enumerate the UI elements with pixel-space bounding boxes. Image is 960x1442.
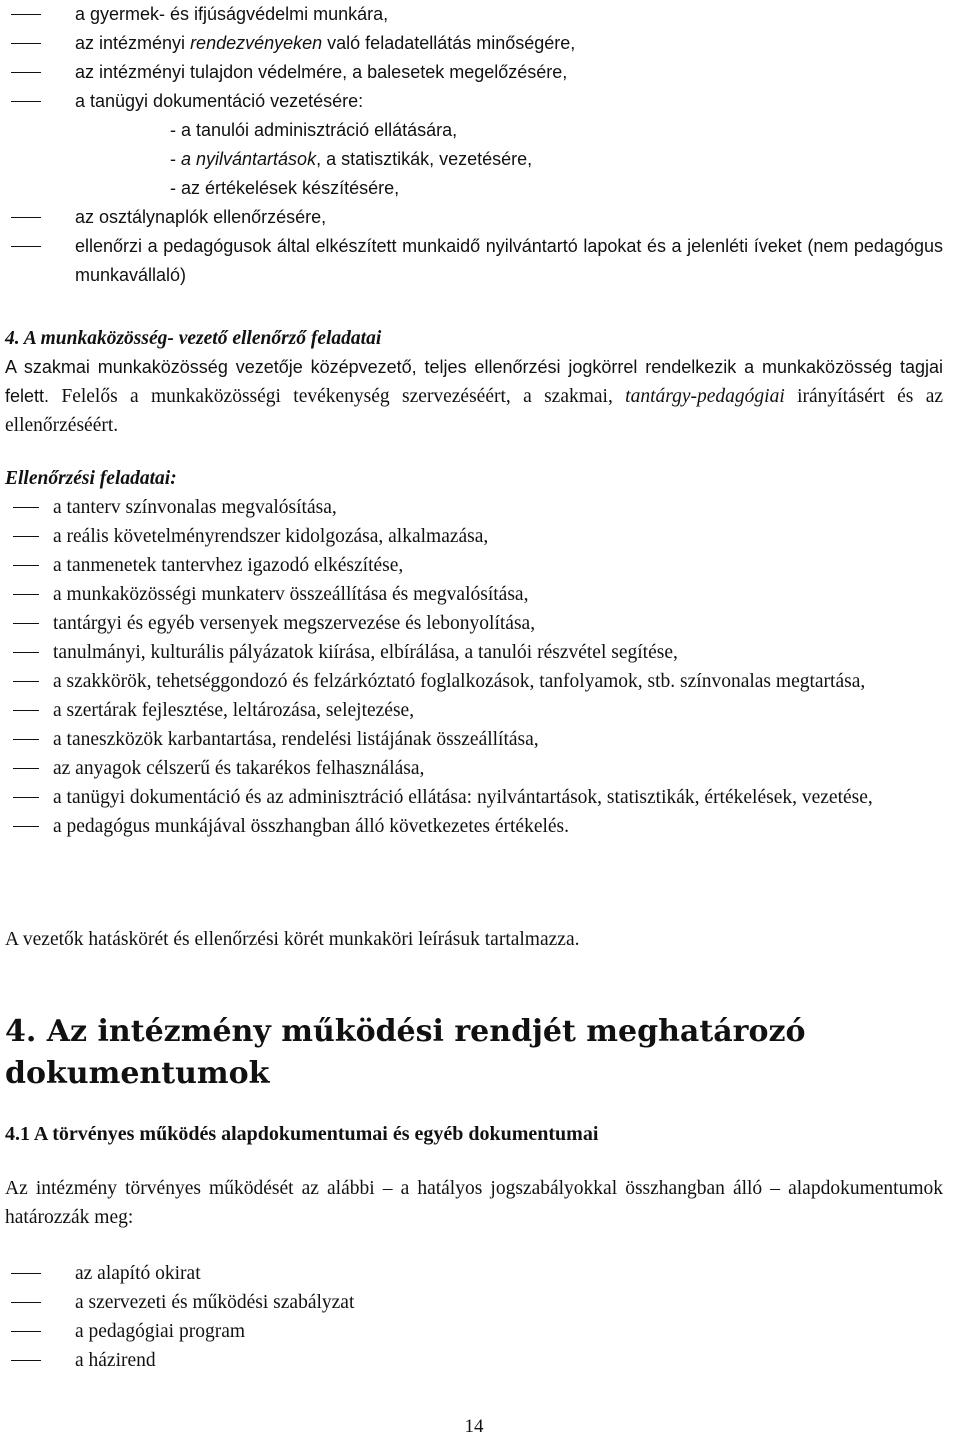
list-item [5, 87, 943, 116]
list-item: a szakkörök, tehetséggondozó és felzárkóztató foglalkozások, tanfolyamok, stb. színvonalas megtartása, [5, 667, 943, 696]
sub-list-item [5, 174, 943, 203]
list-item-text: - [170, 149, 181, 169]
list-item-emphasis: rendezvényeken [190, 33, 323, 53]
intro-paragraph: Az intézmény törvényes működését az alábbi – a hatályos jogszabályokkal összhangban álló – alapdokumentumok határozzák meg: [5, 1178, 943, 1228]
sub-list-item [5, 116, 943, 145]
documents-list [5, 1259, 943, 1375]
list-item: a szertárak fejlesztése, leltározása, selejtezése, [5, 696, 943, 725]
list-item-text: a gyermek- és ifjúságvédelmi munkára, [75, 4, 389, 24]
sub-list-item [5, 145, 943, 174]
paragraph-text: Felelős a munkaközösségi tevékenység szervezéséért, a szakmai, [49, 386, 626, 407]
list-item-text: - az értékelések készítésére, [170, 178, 400, 198]
list-item: az anyagok célszerű és takarékos felhasználása, [5, 754, 943, 783]
paragraph-text: A szakmai munkaközösség vezetője középvezető, teljes ellenőrzési jogkörrel rendelkezik a munkaközösség tagjai felett. [5, 357, 943, 406]
control-tasks-list [5, 493, 943, 841]
top-list [5, 0, 943, 290]
chapter-title: 4. Az intézmény működési rendjét meghatározó dokumentumok [5, 1014, 806, 1091]
paragraph-text: irányításért és az ellenőrzéséért. [5, 386, 943, 436]
section-heading: 4. A munkaközösség- vezető ellenőrző feladatai [5, 328, 382, 349]
list-item [5, 29, 943, 58]
top-list-block [5, 0, 943, 290]
list-item-text: - a tanulói adminisztráció ellátására, [170, 120, 458, 140]
page-number: 14 [464, 1416, 484, 1437]
list-item: a reális követelményrendszer kidolgozása, alkalmazása, [5, 522, 943, 551]
documents-block [5, 1259, 943, 1375]
list-item: az alapító okirat [5, 1259, 943, 1288]
list-item-text: a tanügyi dokumentáció vezetésére: [75, 91, 364, 111]
list-item: a pedagógus munkájával összhangban álló következetes értékelés. [5, 812, 943, 841]
list-item-emphasis: a nyilvántartások [181, 149, 317, 169]
list-item-text: az osztálynaplók ellenőrzésére, [75, 207, 327, 227]
list-item: a munkaközösségi munkaterv összeállítása és megvalósítása, [5, 580, 943, 609]
list-item: tantárgyi és egyéb versenyek megszervezése és lebonyolítása, [5, 609, 943, 638]
closing-sentence: A vezetők hatáskörét és ellenőrzési körét munkaköri leírásuk tartalmazza. [5, 929, 580, 950]
list-item: a tanmenetek tantervhez igazodó elkészítése, [5, 551, 943, 580]
list-item [5, 0, 943, 29]
section-4 [5, 324, 943, 440]
list-item-text: való feladatellátás minőségére, [322, 33, 576, 53]
list-item [5, 232, 943, 290]
list-item-text: , a statisztikák, vezetésére, [316, 149, 533, 169]
list-item: a taneszközök karbantartása, rendelési listájának összeállítása, [5, 725, 943, 754]
list-item-text: az intézményi tulajdon védelmére, a balesetek megelőzésére, [75, 62, 568, 82]
section-paragraph [5, 353, 943, 440]
list-item-text: az intézményi [75, 33, 191, 53]
paragraph-emphasis: tantárgy-pedagógiai [625, 386, 785, 407]
list-item: a tanügyi dokumentáció és az adminisztráció ellátása: nyilvántartások, statisztikák, értékelések, vezetése, [5, 783, 943, 812]
list-item: tanulmányi, kulturális pályázatok kiírása, elbírálása, a tanulói részvétel segítése, [5, 638, 943, 667]
list-item-text: ellenőrzi a pedagógusok által elkészített munkaidő nyilvántartó lapokat és a jelenléti íveket (nem pedagógus munkavállaló) [75, 236, 943, 285]
list-item: a tanterv színvonalas megvalósítása, [5, 493, 943, 522]
list-item [5, 203, 943, 232]
subsection-title: 4.1 A törvényes működés alapdokumentumai és egyéb dokumentumai [5, 1123, 599, 1145]
list-item [5, 58, 943, 87]
control-tasks-block [5, 464, 943, 841]
list-item: a pedagógiai program [5, 1317, 943, 1346]
control-tasks-heading: Ellenőrzési feladatai: [5, 468, 177, 489]
list-item: a házirend [5, 1346, 943, 1375]
list-item: a szervezeti és működési szabályzat [5, 1288, 943, 1317]
